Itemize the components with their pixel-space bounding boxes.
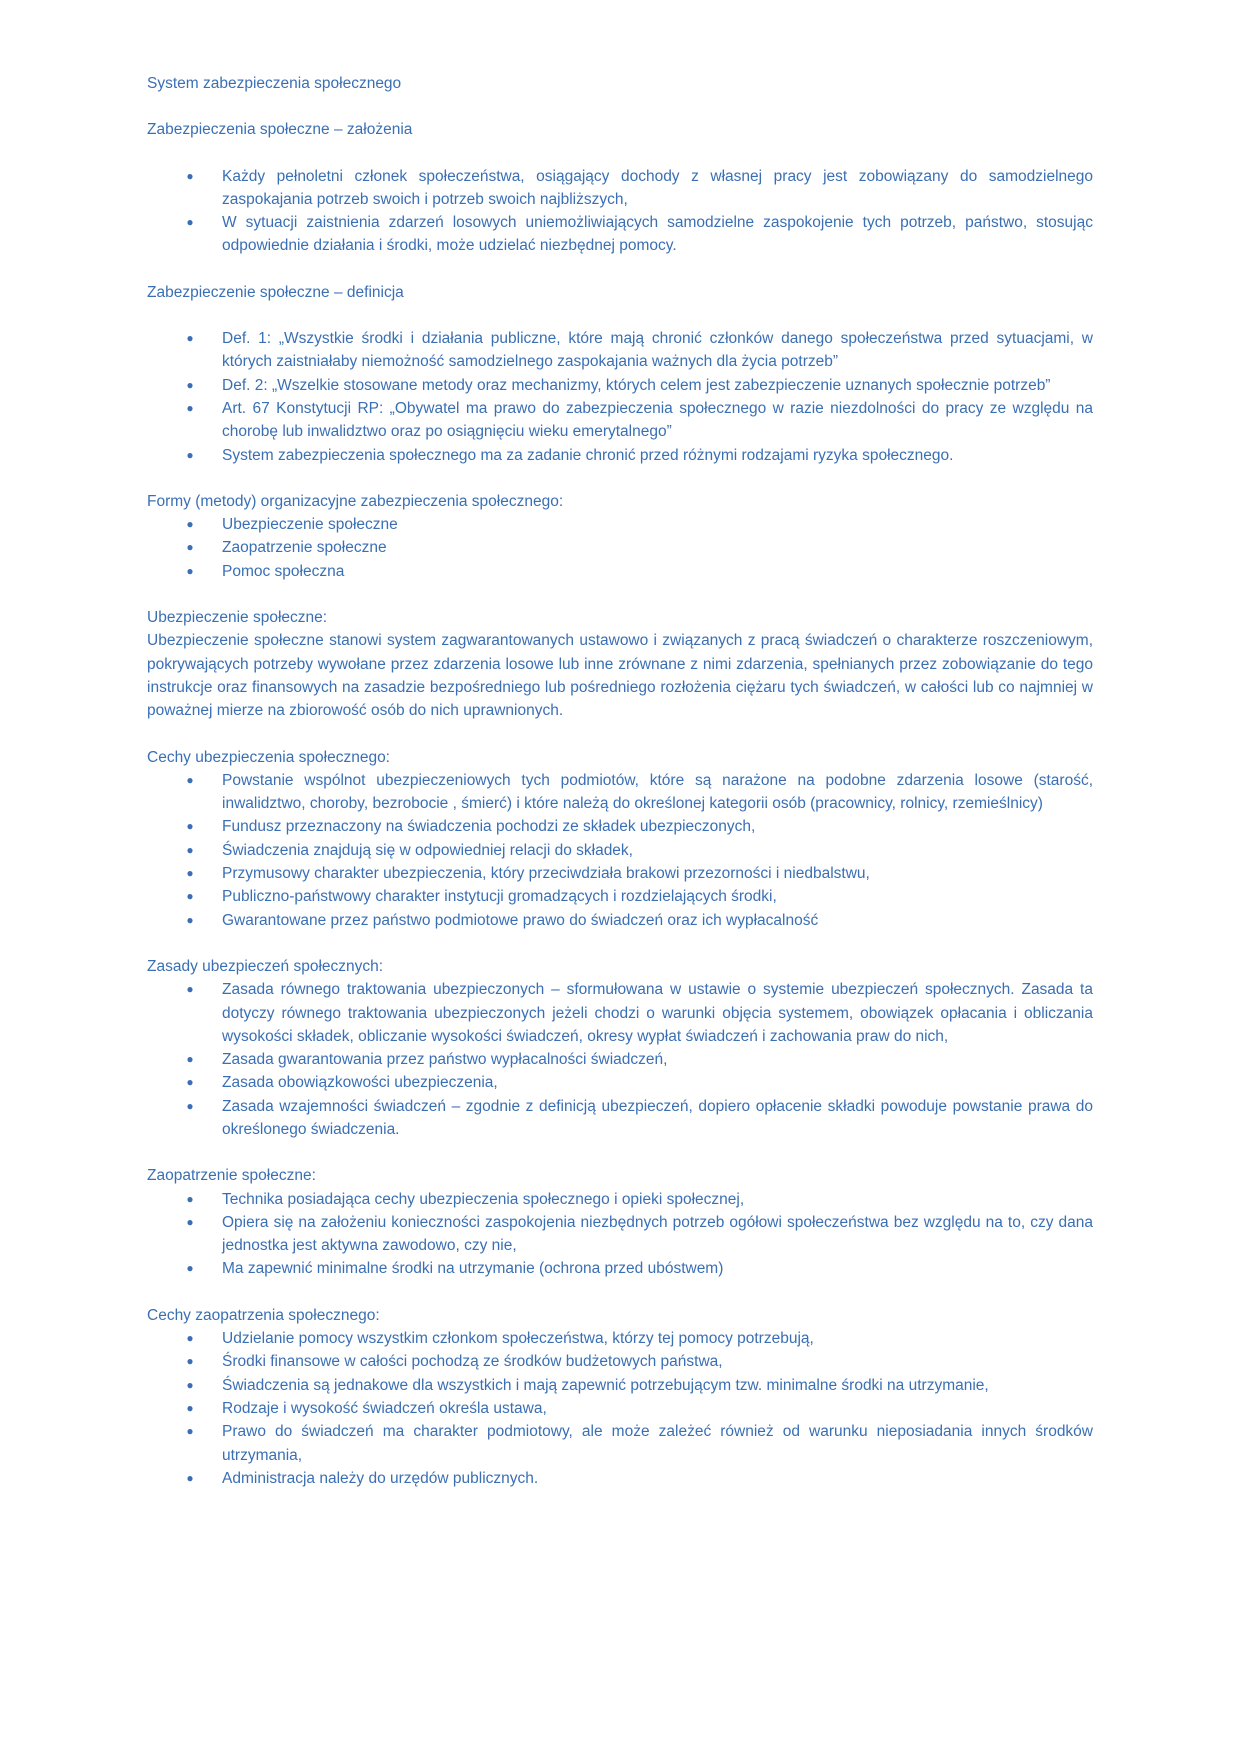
bullet-icon: ● [186,912,194,927]
list-item: ● Technika posiadająca cechy ubezpieczenia społecznego i opieki społecznej, [147,1188,1093,1211]
list-item: ● Przymusowy charakter ubezpieczenia, który przeciwdziała brakowi przezorności i niedbalstwu, [147,862,1093,885]
bullet-icon: ● [186,1400,194,1415]
list-item: ● Każdy pełnoletni członek społeczeństwa, osiągający dochody z własnej pracy jest zobowiązany do samodzielnego zaspokajania potrzeb swoich i potrzeb swoich najbliższych, [147,165,1093,212]
bullet-icon: ● [186,1424,194,1439]
list-item: ● Ma zapewnić minimalne środki na utrzymanie (ochrona przed ubóstwem) [147,1257,1093,1280]
list-item: ● Powstanie wspólnot ubezpieczeniowych tych podmiotów, które są narażone na podobne zdarzenia losowe (starość, inwalidztwo, choroby, bezrobocie , śmierć) i które należą do określonej kategorii osób (pracownicy, rolnicy, rzemieślnicy) [147,769,1093,816]
bullet-icon: ● [186,540,194,555]
bullet-icon: ● [186,447,194,462]
bullet-icon: ● [186,1354,194,1369]
section-definition [147,281,1093,467]
list-item: ● Rodzaje i wysokość świadczeń określa ustawa, [147,1397,1093,1420]
bullet-list [147,1327,1093,1490]
list-item: ● Zasada równego traktowania ubezpieczonych – sformułowana w ustawie o systemie ubezpieczeń społecznych. Zasada ta dotyczy równego traktowania ubezpieczonych jeżeli chodzi o warunki objęcia systemem, obowiązek opłacania i obliczania wysokości składek, obliczanie wysokości świadczeń, okresy wypłat świadczeń i zachowania praw do nich, [147,978,1093,1048]
bullet-icon: ● [186,842,194,857]
section-social-provision [147,1164,1093,1280]
bullet-icon: ● [186,517,194,532]
list-item: ● Opiera się na założeniu konieczności zaspokojenia niezbędnych potrzeb ogółowi społeczeństwa bez względu na to, czy dana jednostka jest aktywna zawodowo, czy nie, [147,1211,1093,1258]
section-heading: Cechy ubezpieczenia społecznego: [147,748,390,766]
bullet-icon: ● [186,1052,194,1067]
section-insurance-principles [147,955,1093,1141]
bullet-icon: ● [186,889,194,904]
bullet-icon: ● [186,215,194,230]
bullet-list [147,769,1093,932]
list-item: ● Zasada obowiązkowości ubezpieczenia, [147,1071,1093,1094]
list-item: ● Administracja należy do urzędów publicznych. [147,1467,1093,1490]
bullet-icon: ● [186,1214,194,1229]
bullet-icon: ● [186,819,194,834]
bullet-list [147,1188,1093,1281]
list-item: ● Gwarantowane przez państwo podmiotowe prawo do świadczeń oraz ich wypłacalność [147,909,1093,932]
list-item: ● Udzielanie pomocy wszystkim członkom społeczeństwa, którzy tej pomocy potrzebują, [147,1327,1093,1350]
section-heading: Formy (metody) organizacyjne zabezpieczenia społecznego: [147,492,564,510]
list-item: ● Prawo do świadczeń ma charakter podmiotowy, ale może zależeć również od warunku nieposiadania innych środków utrzymania, [147,1420,1093,1467]
list-item: ● Publiczno-państwowy charakter instytucji gromadzących i rozdzielających środki, [147,885,1093,908]
section-heading: Zabezpieczenia społeczne – założenia [147,121,413,139]
list-item: ● Zasada wzajemności świadczeń – zgodnie z definicją ubezpieczeń, dopiero opłacenie składki powoduje powstanie prawa do określonego świadczenia. [147,1095,1093,1142]
document-page [147,72,1093,1513]
list-item: ● Pomoc społeczna [147,560,1093,583]
list-item: ● Def. 2: „Wszelkie stosowane metody oraz mechanizmy, których celem jest zabezpieczenie uznanych społecznie potrzeb” [147,374,1093,397]
bullet-icon: ● [186,1098,194,1113]
list-item: ● Zaopatrzenie społeczne [147,536,1093,559]
list-item: ● Świadczenia znajdują się w odpowiedniej relacji do składek, [147,839,1093,862]
bullet-list [147,978,1093,1141]
bullet-icon: ● [186,866,194,881]
section-forms [147,490,1093,583]
section-heading: Zabezpieczenie społeczne – definicja [147,283,404,301]
list-item: ● Def. 1: „Wszystkie środki i działania publiczne, które mają chronić członków danego społeczeństwa przed sytuacjami, w których zaistniałaby niemożność samodzielnego zaspokajania ważnych dla życia potrzeb” [147,327,1093,374]
bullet-icon: ● [186,1331,194,1346]
bullet-icon: ● [186,377,194,392]
bullet-icon: ● [186,1261,194,1276]
bullet-icon: ● [186,563,194,578]
bullet-icon: ● [186,168,194,183]
bullet-icon: ● [186,1377,194,1392]
list-item: ● Zasada gwarantowania przez państwo wypłacalności świadczeń, [147,1048,1093,1071]
section-heading: Zaopatrzenie społeczne: [147,1167,316,1185]
bullet-icon: ● [186,1191,194,1206]
bullet-icon: ● [186,1075,194,1090]
list-item: ● System zabezpieczenia społecznego ma za zadanie chronić przed różnymi rodzajami ryzyka społecznego. [147,444,1093,467]
list-item: ● Świadczenia są jednakowe dla wszystkich i mają zapewnić potrzebującym tzw. minimalne środki na utrzymanie, [147,1374,1093,1397]
list-item: ● Ubezpieczenie społeczne [147,513,1093,536]
section-social-insurance [147,606,1093,722]
section-assumptions [147,118,1093,257]
section-heading: Zasady ubezpieczeń społecznych: [147,957,384,975]
bullet-list [147,513,1093,583]
bullet-icon: ● [186,982,194,997]
bullet-list [147,165,1093,258]
list-item: ● Art. 67 Konstytucji RP: „Obywatel ma prawo do zabezpieczenia społecznego w razie niezdolności do pracy ze względu na chorobę lub inwalidztwo oraz po osiągnięciu wieku emerytalnego” [147,397,1093,444]
section-heading: Cechy zaopatrzenia społecznego: [147,1306,380,1324]
section-heading: Ubezpieczenie społeczne: [147,609,328,627]
section-insurance-features [147,746,1093,932]
list-item: ● Fundusz przeznaczony na świadczenia pochodzi ze składek ubezpieczonych, [147,815,1093,838]
bullet-icon: ● [186,772,194,787]
bullet-icon: ● [186,400,194,415]
section-provision-features [147,1304,1093,1490]
bullet-icon: ● [186,1470,194,1485]
list-item: ● W sytuacji zaistnienia zdarzeń losowych uniemożliwiających samodzielne zaspokojenie tych potrzeb, państwo, stosując odpowiednie działania i środki, może udzielać niezbędnej pomocy. [147,211,1093,258]
document-title: System zabezpieczenia społecznego [147,75,402,92]
bullet-list [147,327,1093,467]
list-item: ● Środki finansowe w całości pochodzą ze środków budżetowych państwa, [147,1350,1093,1373]
bullet-icon: ● [186,331,194,346]
body-paragraph: Ubezpieczenie społeczne stanowi system zagwarantowanych ustawowo i związanych z pracą świadczeń o charakterze roszczeniowym, pokrywających potrzeby wywołane przez zdarzenia losowe lub inne zrównane z nimi zdarzenia, spełnianych przez zobowiązanie do tego instrukcje oraz finansowych na zasadzie bezpośredniego lub pośredniego rozłożenia ciężaru tych świadczeń, w całości lub co najmniej w poważnej mierze na zbiorowość osób do nich uprawnionych. [147,632,1093,720]
